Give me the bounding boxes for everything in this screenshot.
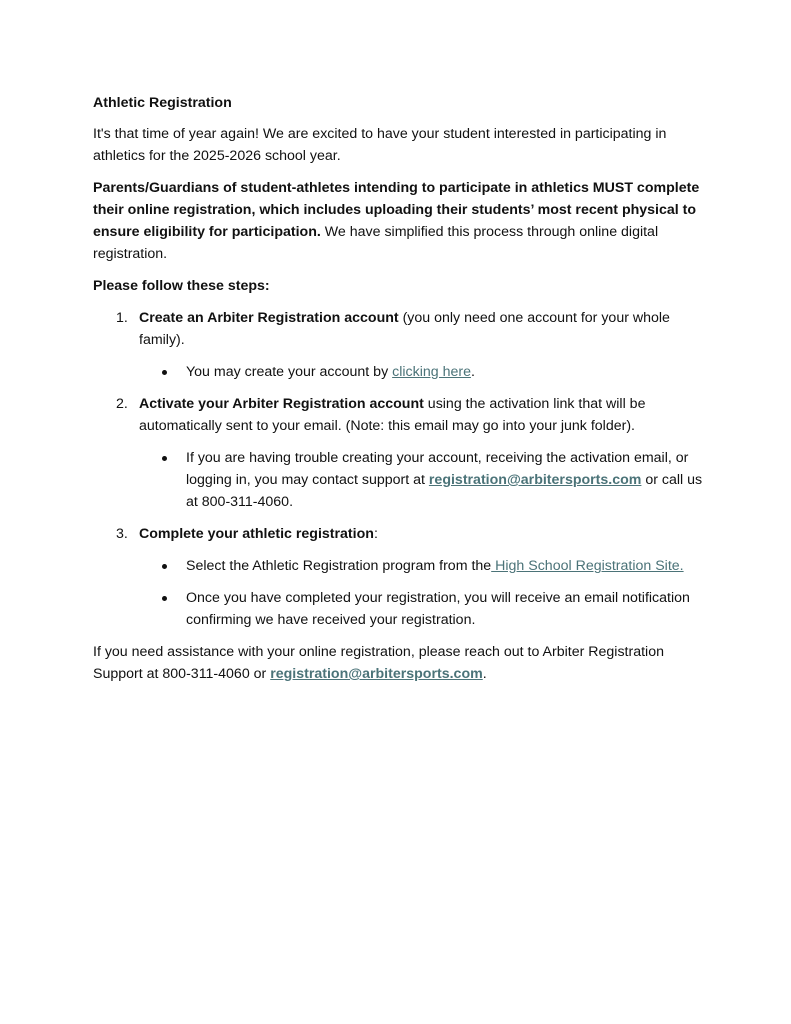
bullet-text: Select the Athletic Registration program from the: [186, 558, 492, 574]
steps-heading: Please follow these steps:: [93, 278, 270, 294]
step-3-bullet-2: [93, 587, 708, 631]
bullet-text-end: .: [470, 364, 475, 380]
step-2-bold: Activate your Arbiter Registration account: [139, 396, 424, 412]
bullet-icon: [162, 596, 167, 601]
step-1-bold: Create an Arbiter Registration account: [139, 310, 399, 326]
step-3: [93, 523, 708, 545]
requirement-bold-text: Parents/Guardians of student-athletes intending to participate in athletics MUST complete their online registration, which includes uploading their students’ most recent physical to ensure eligibility for participation.: [93, 180, 700, 240]
page-title: Athletic Registration: [93, 95, 232, 111]
high-school-registration-link[interactable]: High School Registration Site.: [491, 558, 684, 574]
bullet-icon: [162, 370, 167, 375]
document-body: [93, 92, 708, 695]
assistance-text: If you need assistance with your online registration, please reach out to Arbiter Registration Support at 800-311-4060 or: [93, 644, 664, 682]
step-number: 1.: [116, 310, 128, 326]
step-2-text: using the activation link that will be automatically sent to your email. (Note: this email may go into your junk folder).: [139, 396, 646, 434]
step-1-text: (you only need one account for your whole family).: [139, 310, 670, 348]
bullet-text: Once you have completed your registration, you will receive an email notification confirming we have received your registration.: [186, 590, 690, 628]
footer-email-link[interactable]: registration@arbitersports.com: [270, 666, 483, 682]
step-3-bold: Complete your athletic registration: [139, 526, 374, 542]
step-2-bullet-1: [93, 447, 708, 513]
step-3-text: :: [373, 526, 378, 542]
bullet-text-end: or call us at 800-311-4060.: [186, 472, 703, 510]
step-2: [93, 393, 708, 437]
step-number: 3.: [116, 526, 128, 542]
requirement-paragraph: [93, 177, 708, 265]
bullet-text: If you are having trouble creating your account, receiving the activation email, or logging in, you may contact support at: [186, 450, 689, 488]
intro-paragraph: It's that time of year again! We are excited to have your student interested in participating in athletics for the 2025-2026 school year.: [93, 126, 667, 164]
requirement-rest-text: We have simplified this process through online digital registration.: [93, 224, 659, 262]
assistance-paragraph: [93, 641, 708, 685]
bullet-text: You may create your account by: [186, 364, 393, 380]
step-1: [93, 307, 708, 351]
assistance-text-end: .: [482, 666, 487, 682]
bullet-icon: [162, 456, 167, 461]
step-number: 2.: [116, 396, 128, 412]
step-3-bullet-1: [93, 555, 708, 577]
support-email-link[interactable]: registration@arbitersports.com: [428, 472, 642, 488]
clicking-here-link[interactable]: clicking here: [392, 364, 471, 380]
bullet-icon: [162, 564, 167, 569]
step-1-bullet-1: [93, 361, 708, 383]
